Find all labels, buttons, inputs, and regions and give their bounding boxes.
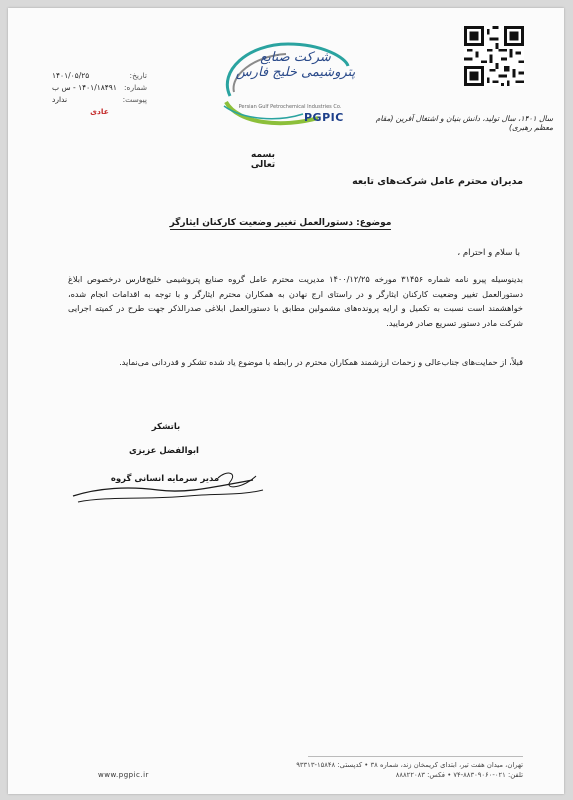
company-name-en: Persian Gulf Petrochemical Industries Co. — [238, 104, 342, 110]
date-label: تاریخ: — [129, 71, 147, 80]
body-paragraph-1: بدینوسیله پیرو نامه شماره ۳۱۴۵۶ مورخه ۱۴۰۰/۱۲/۲۵ مدیریت محترم عامل گروه صنایع پتروشیمی خلیج‌فارس درخصوص ابلاغ دستورالعمل تغییر وضعیت کارکنان ایثارگر و در راستای ارج نهادن به همکاران محترم ایثارگر و با توجه به اقدامات انجام شده، خواهشمند است نسبت به تکمیل و ارایه پرونده‌های مشمولین مطابق با دستورالعمل ابلاغی صدرالذکر جهت طرح در کمیته اجرایی شرکت مادر دستور تسریع صادر فرمایید. — [68, 274, 523, 328]
bismillah-heading: بسمه تعالی — [250, 150, 276, 170]
footer-divider — [308, 756, 523, 757]
subject-line — [168, 218, 393, 228]
letter-meta — [52, 70, 147, 118]
greeting-line: با سلام و احترام ، — [457, 248, 520, 258]
footer-website: www.pgpic.ir — [98, 771, 149, 779]
signer-name: ابوالفضل عزیزی — [129, 446, 199, 456]
body-paragraph-2: قبلاً، از حمایت‌های جناب‌عالی و زحمات ارزشمند همکاران محترم در رابطه با موضوع یاد شده تشکر و قدردانی می‌نماید. — [119, 357, 523, 367]
number-label: شماره: — [124, 83, 147, 92]
footer — [68, 760, 523, 780]
company-name-fa: شرکت صنایع پتروشیمی خلیج فارس — [235, 50, 356, 80]
handwritten-signature-icon — [68, 466, 268, 511]
qr-code-icon — [464, 26, 524, 86]
attachment-value: ندارد — [52, 95, 68, 104]
company-abbr: PGPIC — [304, 111, 344, 124]
footer-phones: تلفن: ۰۲۱-۸۸۳۰۹۰۶۰-۷۴ • فکس: ۸۸۸۲۲۰۸۳ — [395, 771, 523, 779]
number-value: ۱۴۰۱/۱۸۴۹۱ - س ب — [52, 83, 117, 92]
letter-page — [8, 8, 564, 794]
date-value: ۱۴۰۱/۰۵/۲۵ — [52, 71, 90, 80]
subject-text: موضوع: دستورالعمل تغییر وضعیت کارکنان ایثارگر — [169, 218, 392, 228]
recipient-line: مدیران محترم عامل شرکت‌های تابعه — [352, 176, 523, 187]
attachment-label: پیوست: — [122, 95, 147, 104]
signer-title: مدیر سرمایه انسانی گروه — [110, 474, 220, 484]
footer-address: تهران، میدان هفت تیر، ابتدای کریمخان زند، شماره ۳۸ • کدپستی: ۱۵۸۴۸-۹۳۳۱۳ — [296, 761, 523, 769]
year-motto: سال ۱۴۰۱، سال تولید، دانش بنیان و اشتغال آفرین (مقام معظم رهبری) — [375, 114, 553, 132]
priority-value: عادی — [90, 107, 109, 116]
closing-text: باتشکر — [151, 422, 181, 432]
